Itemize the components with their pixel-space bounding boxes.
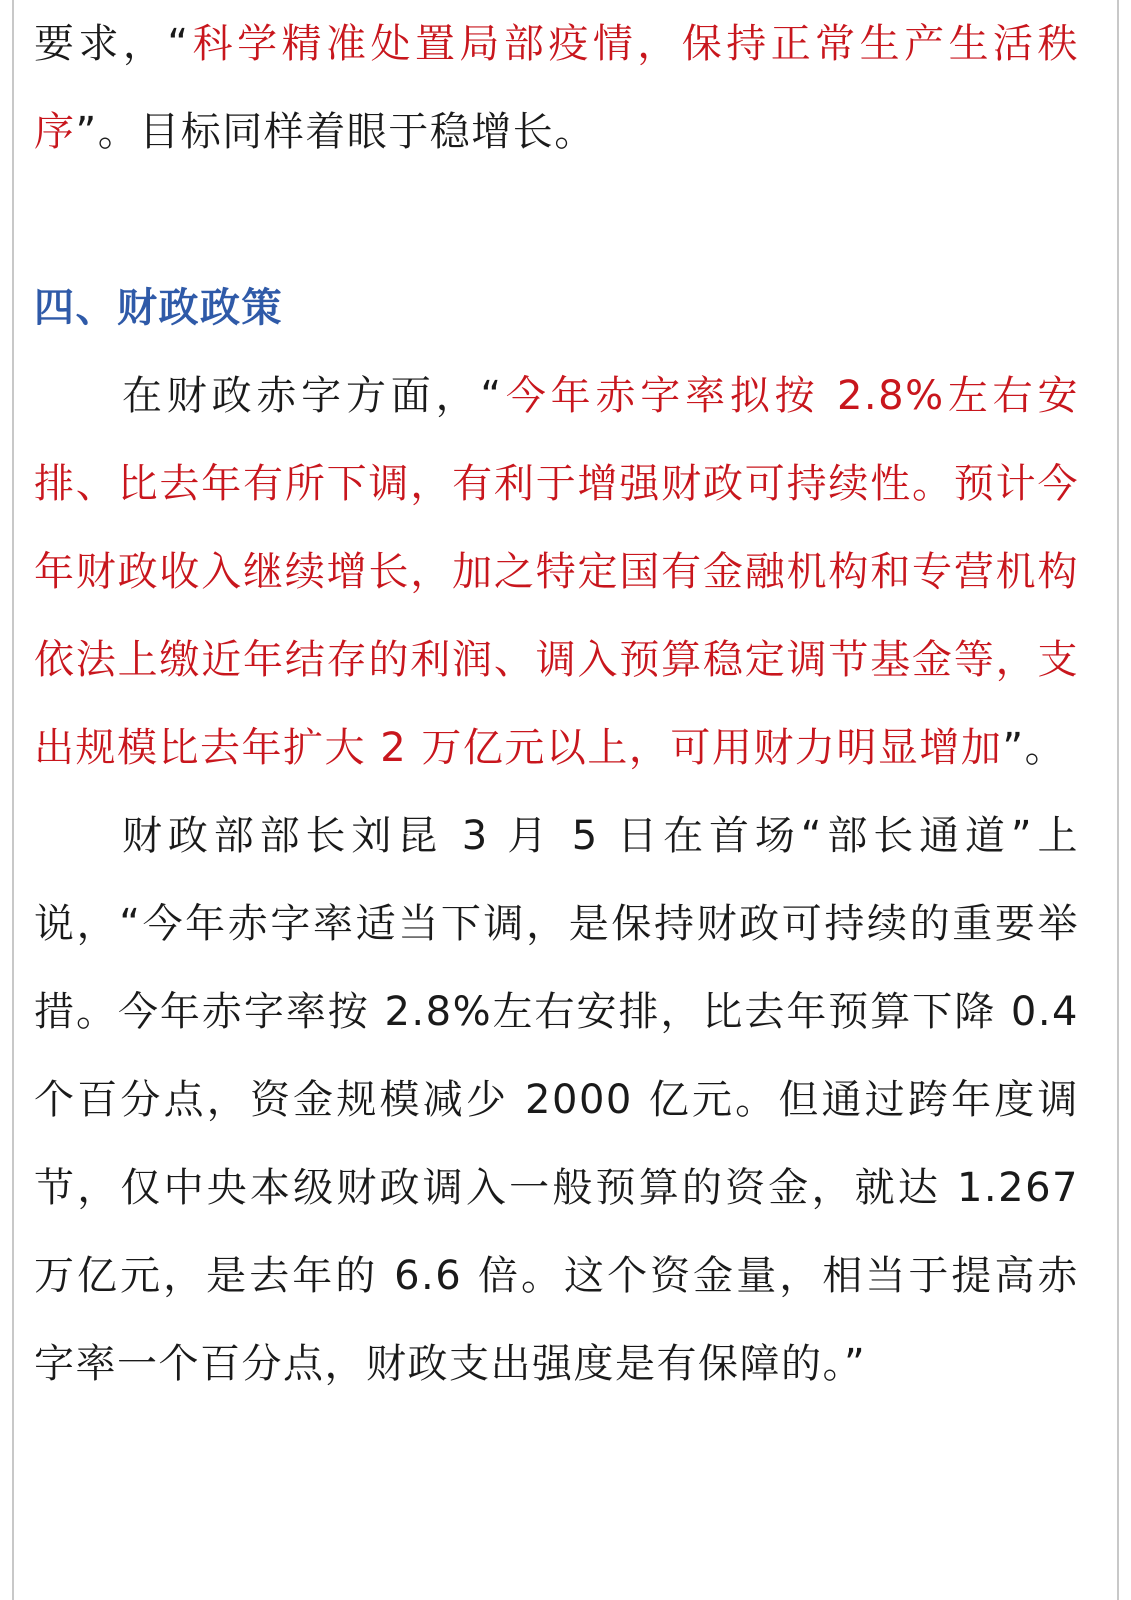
quote-deficit-rate: 今年赤字率拟按 2.8%左右安排、比去年有所下调，有利于增强财政可持续性。预计今年财政收入继续增长，加之特定国有金融机构和专营机构依法上缴近年结存的利润、调入预算稳定调节基金等，支出规模比去年扩大 2 万亿元以上，可用财力明显增加	[34, 373, 1079, 771]
paragraph-minister-remarks: 财政部部长刘昆 3 月 5 日在首场“部长通道”上说，“今年赤字率适当下调，是保持财政可持续的重要举措。今年赤字率按 2.8%左右安排，比去年预算下降 0.4 个百分点，资金规模减少 2000 亿元。但通过跨年度调节，仅中央本级财政调入一般预算的资金，就达 1.267 万亿元，是去年的 6.6 倍。这个资金量，相当于提高赤字率一个百分点，财政支出强度是有保障的。”	[34, 813, 1079, 1387]
paragraph-goal-lead: 要求，“	[34, 21, 190, 67]
paragraph-goal-tail: ”。目标同样着眼于稳增长。	[75, 109, 596, 155]
paragraph-goal	[34, 0, 1079, 176]
quote-epidemic-control: 科学精准处置局部疫情，保持正常生产生活秩序	[34, 21, 1080, 155]
paragraph-fiscal-deficit	[34, 352, 1079, 792]
section-heading-fiscal-policy: 四、财政政策	[34, 285, 283, 331]
document-page	[12, 0, 1119, 1600]
document-content	[34, 0, 1079, 1408]
paragraph-fiscal-deficit-tail: ”。	[1002, 725, 1067, 771]
paragraph-fiscal-deficit-lead: 在财政赤字方面，“	[122, 373, 503, 419]
paragraph-spacer	[34, 176, 1079, 264]
